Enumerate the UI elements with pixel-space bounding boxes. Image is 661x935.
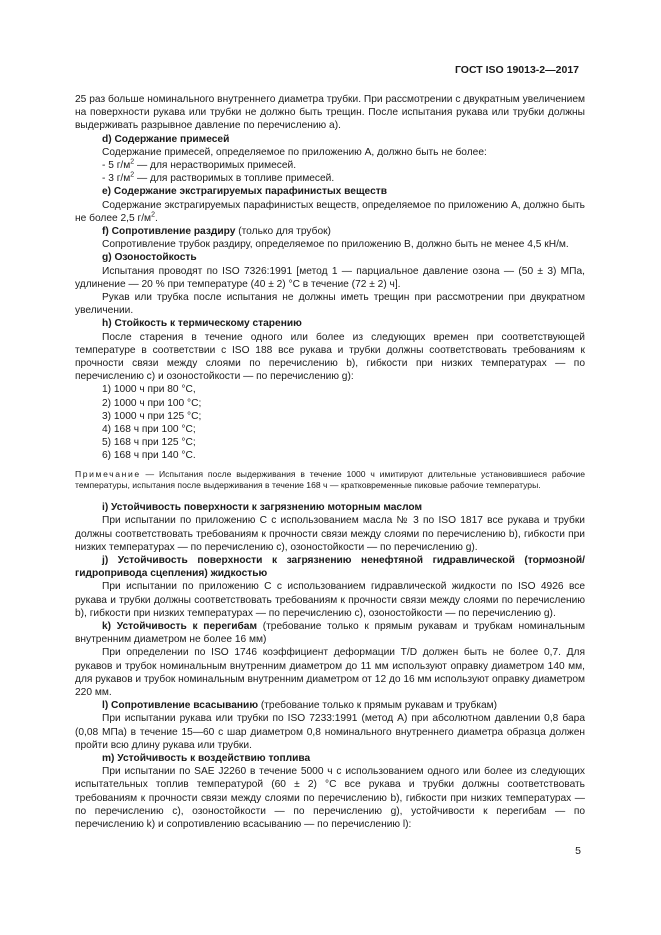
section-heading [75, 225, 585, 238]
standard-code-header: ГОСТ ISO 19013-2—2017 [454, 64, 579, 76]
paragraph: Рукав или трубка после испытания не должны иметь трещин при рассмотрении при двукратном увеличении. [75, 292, 585, 317]
paragraph: - 5 $г/м^2$ — для нерастворимых примесей. [102, 158, 297, 172]
list-item: 3) 1000 ч при 125 °С; [102, 410, 202, 422]
section-heading [75, 752, 585, 765]
paragraph: После старения в течение одного или более из следующих времен при соответствующей температуре в соответствии с ISO 188 все рукава и трубки должны соответствовать требованиям к прочности связи между слоями по перечислению b), гибкости при низких температурах — по перечислению с) и озоностойкости — по перечислению g): [75, 331, 585, 383]
note-text: — Испытания после выдерживания в течение 1000 ч имитируют длительные установившиеся рабочие температуры, испытания после выдерживания в течение 168 ч — кратковременные пиковые рабочие температуры. [75, 468, 585, 490]
section-heading-title: l) Сопротивление всасыванию [102, 700, 259, 712]
paragraph: При испытании по приложению С с использованием масла № 3 по ISO 1817 все рукава и трубки должны соответствовать требованиям к прочности связи между слоями по перечислению b), гибкости при низких температурах — по перечислению с), озоностойкости — по перечислению g). [75, 515, 585, 553]
note [75, 469, 585, 491]
section-heading-title: j) Устойчивость поверхности к загрязнению ненефтяной гидравлической (тормозной/гидропривода сцепления) жидкостью [75, 554, 585, 580]
section-heading [75, 699, 585, 712]
section-heading-title: е) Содержание экстрагируемых парафинистых веществ [102, 186, 387, 198]
section-heading-qualifier: (требование только к прямым рукавам и трубкам номинальным внутренним диаметром не более 16 мм) [75, 620, 586, 646]
section-heading [75, 620, 585, 646]
paragraph: При испытании по SAE J2260 в течение 5000 ч с использованием одного или более из следующих испытательных топлив температурой (60 ± 2) °С все рукава и трубки должны соответствовать требованиям к прочности связи между слоями по перечислению b), гибкости при низких температурах — по перечислению с), озоностойкости — по перечислению g), устойчивости к перегибам — по перечислению k) и сопротивлению всасыванию — по перечислению l): [75, 766, 585, 830]
paragraph: Испытания проводят по ISO 7326:1991 [метод 1 — парциальное давление озона — (50 ± 3) МПа, удлинение — 20 % при температуре (40 ± 2) °С в течение (72 ± 2) ч]. [75, 265, 585, 290]
list-item: 6) 168 ч при 140 °С. [102, 450, 196, 462]
section-heading [75, 554, 585, 580]
paragraph: При испытании рукава или трубки по ISO 7233:1991 (метод А) при абсолютном давлении 0,8 бара (0,08 МПа) в течение 15—60 с шар диаметром 0,8 номинального внутреннего диаметра образца должен пройти всю длину рукава или трубки. [75, 713, 585, 751]
paragraph: - 3 $г/м^2$ — для растворимых в топливе примесей. [102, 171, 335, 185]
section-heading-title: k) Устойчивость к перегибам [102, 620, 258, 632]
section-heading [75, 501, 585, 514]
section-heading-qualifier: (только для трубок) [235, 226, 331, 238]
section-heading-title: h) Стойкость к термическому старению [102, 318, 302, 330]
document-body [75, 93, 585, 831]
section-heading-title: d) Содержание примесей [102, 133, 230, 145]
section-heading [75, 185, 585, 198]
list-item: 4) 168 ч при 100 °С; [102, 424, 196, 436]
section-heading-title: i) Устойчивость поверхности к загрязнению моторным маслом [102, 502, 423, 514]
section-heading [75, 317, 585, 330]
paragraph: При испытании по приложению С с использованием гидравлической жидкости по ISO 4926 все рукава и трубки должны соответствовать требованиям к прочности связи между слоями по перечислению b), гибкости при низких температурах — по перечислению с), озоностойкости — по перечислению g). [75, 581, 585, 619]
section-heading [75, 133, 585, 146]
paragraph: 25 раз больше номинального внутреннего диаметра трубки. При рассмотрении с двукратным увеличением на поверхности рукава или трубки не должно быть трещин. После испытания рукава или трубки должны выдерживать разрывное давление по перечислению а). [75, 94, 585, 132]
list-item: 5) 168 ч при 125 °С; [102, 437, 196, 449]
list-item: 1) 1000 ч при 80 °С, [102, 384, 196, 396]
paragraph: Сопротивление трубок раздиру, определяемое по приложению В, должно быть не менее 4,5 кН/м. [102, 239, 569, 251]
section-heading [75, 251, 585, 264]
list-item: 2) 1000 ч при 100 °С; [102, 397, 202, 409]
section-heading-title: m) Устойчивость к воздействию топлива [102, 752, 311, 764]
section-heading-title: f) Сопротивление раздиру [102, 226, 236, 238]
paragraph: Содержание примесей, определяемое по приложению А, должно быть не более: [102, 146, 487, 158]
note-label: Примечание [75, 468, 141, 479]
paragraph: При определении по ISO 1746 коэффициент деформации T/D должен быть не более 0,7. Для рукавов и трубок номинальным внутренним диаметром до 11 мм используют оправку диаметром 140 мм, для рукавов и трубок номинальным внутренним диаметром от 12 до 16 мм используют оправку диаметром 220 мм. [75, 647, 586, 698]
page-number: 5 [575, 845, 581, 857]
section-heading-qualifier: (требование только к прямым рукавам и трубкам) [258, 700, 498, 712]
paragraph: Содержание экстрагируемых парафинистых веществ, определяемое по приложению А, должно быть не более 2,5 $г/м^2$. [75, 199, 585, 224]
section-heading-title: g) Озоностойкость [102, 252, 197, 264]
